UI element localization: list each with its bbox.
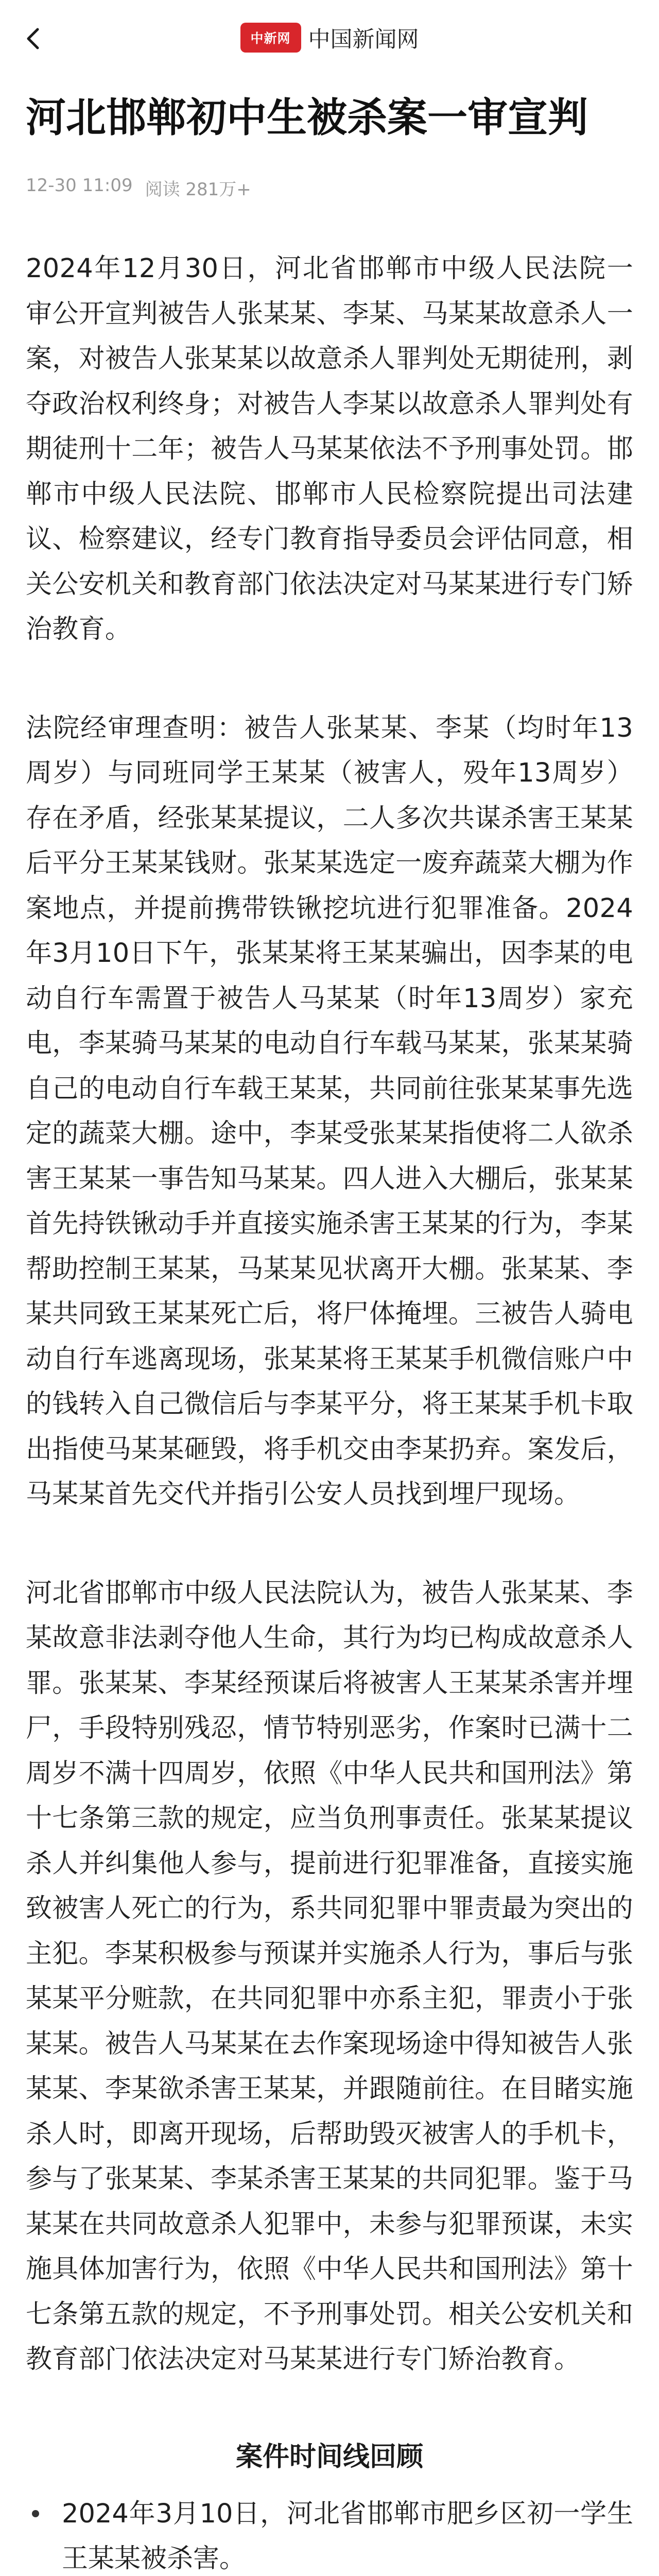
article-meta: [26, 175, 251, 200]
article-paragraph: 2024年12月30日，河北省邯郸市中级人民法院一审公开宣判被告人张某某、李某、马某某故意杀人一案，对被告人张某某以故意杀人罪判处无期徒刑，剥夺政治权利终身；对被告人李某以故意杀人罪判处有期徒刑十二年；被告人马某某依法不予刑事处罚。邯郸市中级人民法院、邯郸市人民检察院提出司法建议、检察建议，经专门教育指导委员会评估同意，相关公安机关和教育部门依法决定对马某某进行专门矫治教育。: [26, 253, 633, 645]
back-button[interactable]: [11, 15, 58, 62]
timeline-item: 2024年3月10日，河北省邯郸市肥乡区初一学生王某某被杀害。: [26, 2492, 633, 2576]
top-navigation-bar: [0, 0, 659, 77]
publish-time: 12-30 11:09: [26, 175, 133, 196]
article-title: 河北邯郸初中生被杀案一审宣判: [26, 95, 588, 141]
brand-logo: 中新网: [240, 23, 301, 53]
read-count: 阅读 281万+: [145, 179, 251, 200]
article-paragraph: 河北省邯郸市中级人民法院认为，被告人张某某、李某故意非法剥夺他人生命，其行为均已构成故意杀人罪。张某某、李某经预谋后将被害人王某某杀害并埋尸，手段特别残忍，情节特别恶劣，作案时已满十二周岁不满十四周岁，依照《中华人民共和国刑法》第十七条第三款的规定，应当负刑事责任。张某某提议杀人并纠集他人参与，提前进行犯罪准备，直接实施致被害人死亡的行为，系共同犯罪中罪责最为突出的主犯。李某积极参与预谋并实施杀人行为，事后与张某某平分赃款，在共同犯罪中亦系主犯，罪责小于张某某。被告人马某某在去作案现场途中得知被告人张某某、李某欲杀害王某某，并跟随前往。在目睹实施杀人时，即离开现场，后帮助毁灭被害人的手机卡，参与了张某某、李某杀害王某某的共同犯罪。鉴于马某某在共同故意杀人犯罪中，未参与犯罪预谋，未实施具体加害行为，依照《中华人民共和国刑法》第十七条第五款的规定，不予刑事处罚。相关公安机关和教育部门依法决定对马某某进行专门矫治教育。: [26, 1578, 633, 2375]
timeline-list: [26, 2492, 633, 2576]
back-arrow-icon: [22, 26, 47, 51]
brand-name: 中国新闻网: [308, 26, 419, 53]
article-paragraph: 法院经审理查明：被告人张某某、李某（均时年13周岁）与同班同学王某某（被害人，殁年13周岁）存在矛盾，经张某某提议，二人多次共谋杀害王某某后平分王某某钱财。张某某选定一废弃蔬菜大棚为作案地点，并提前携带铁锹挖坑进行犯罪准备。2024年3月10日下午，张某某将王某某骗出，因李某的电动自行车需置于被告人马某某（时年13周岁）家充电，李某骑马某某的电动自行车载马某某，张某某骑自己的电动自行车载王某某，共同前往张某某事先选定的蔬菜大棚。途中，李某受张某某指使将二人欲杀害王某某一事告知马某某。四人进入大棚后，张某某首先持铁锹动手并直接实施杀害王某某的行为，李某帮助控制王某某，马某某见状离开大棚。张某某、李某共同致王某某死亡后，将尸体掩埋。三被告人骑电动自行车逃离现场，张某某将王某某手机微信账户中的钱转入自己微信后与李某平分，将王某某手机卡取出指使马某某砸毁，将手机交由李某扔弃。案发后，马某某首先交代并指引公安人员找到埋尸现场。: [26, 713, 633, 1510]
timeline-title: 案件时间线回顾: [235, 2441, 423, 2472]
article-body: [26, 246, 633, 2576]
brand: [0, 20, 659, 56]
